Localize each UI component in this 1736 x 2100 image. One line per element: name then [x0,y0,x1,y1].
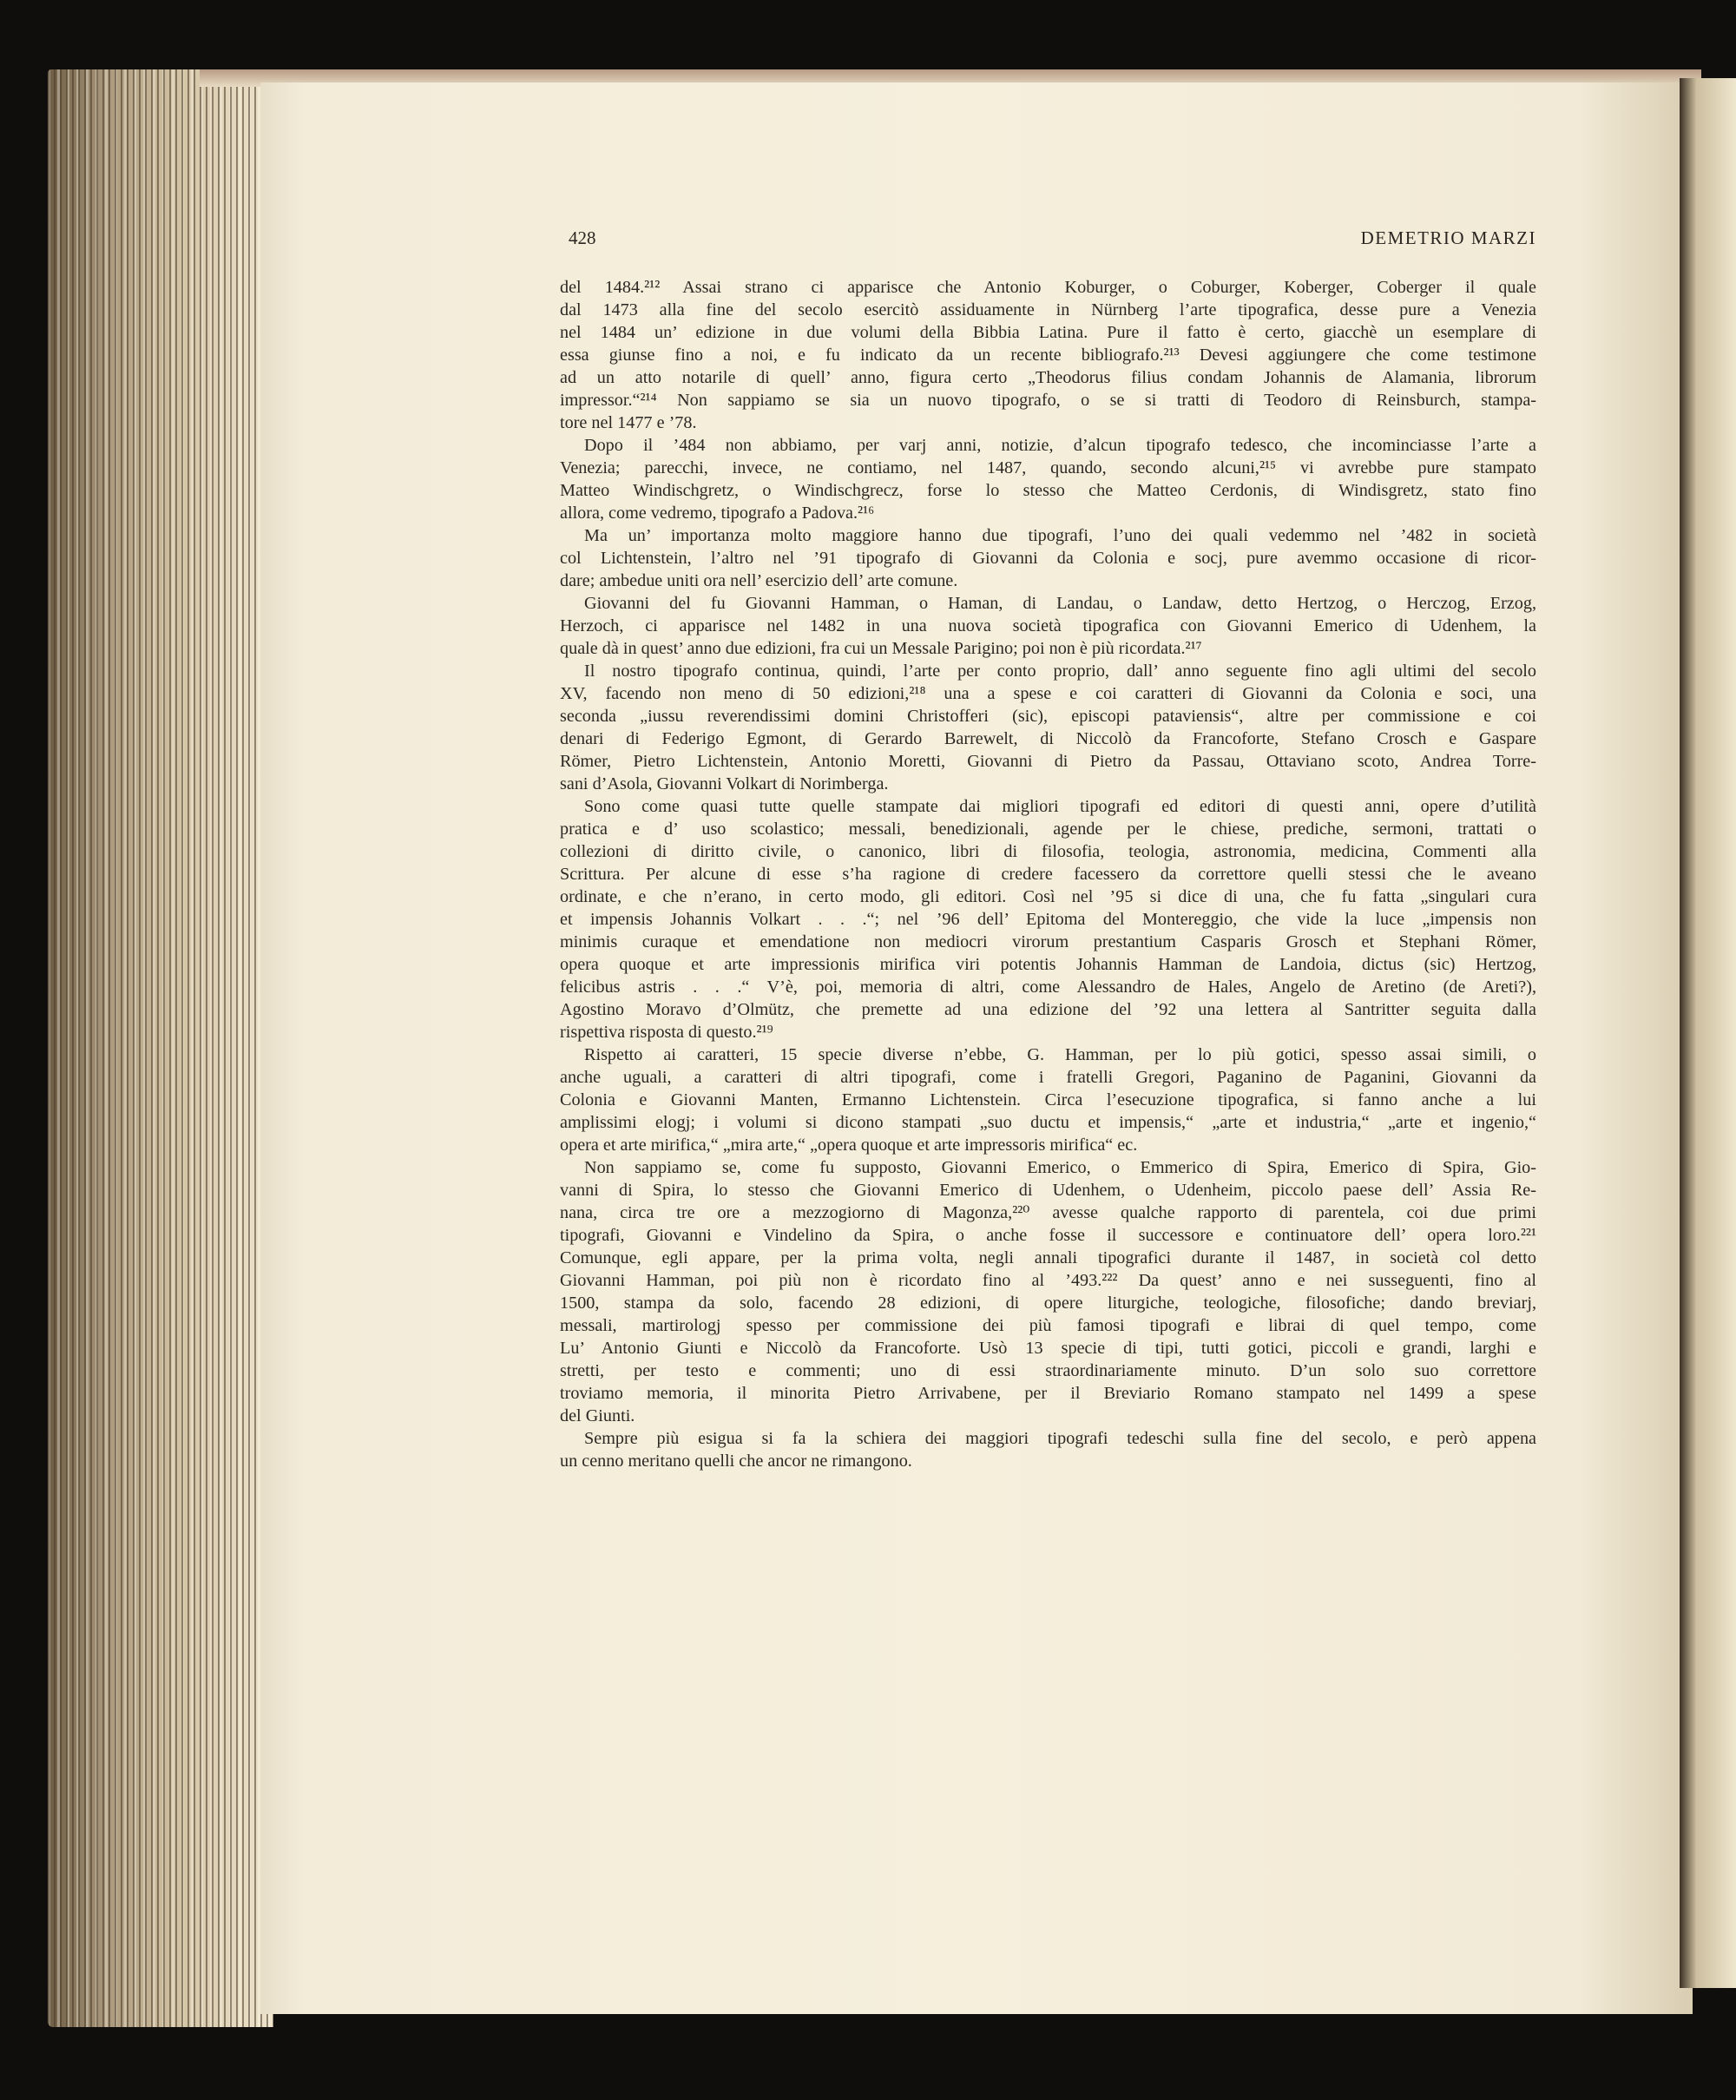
facing-page-edge [1680,78,1736,1988]
text-line: troviamo memoria, il minorita Pietro Arrivabene, per il Breviario Romano stampato nel 1499 a spese [560,1384,1536,1403]
text-line: essa giunse fino a noi, e fu indicato da un recente bibliografo.²¹³ Devesi aggiungere che come testimone [560,346,1536,365]
text-line: Non sappiamo se, come fu supposto, Giovanni Emerico, o Emmerico di Spira, Emerico di Spira, Gio- [584,1158,1536,1177]
running-head: DEMETRIO MARZI [1360,227,1536,248]
text-line: Giovanni Hamman, poi più non è ricordato fino al ’493.²²² Da quest’ anno e nei susseguenti, fino al [560,1271,1536,1290]
text-line: vanni di Spira, lo stesso che Giovanni Emerico di Udenhem, o Udenheim, piccolo paese dell’ Assia Re- [560,1181,1536,1200]
text-line: tipografi, Giovanni e Vindelino da Spira, o anche fosse il successore e continuatore dell’ opera loro.²²¹ [560,1226,1536,1245]
text-line: XV, facendo non meno di 50 edizioni,²¹⁸ una a spese e coi caratteri di Giovanni da Colonia e soci, una [560,684,1536,703]
text-line: Römer, Pietro Lichtenstein, Antonio Moretti, Giovanni di Pietro da Passau, Ottaviano scoto, Andrea Torre- [560,752,1536,771]
text-line: Lu’ Antonio Giunti e Niccolò da Francoforte. Usò 13 specie di tipi, tutti gotici, piccoli e grandi, larghi e [560,1339,1536,1358]
text-line: ordinate, e che n’erano, in certo modo, gli editori. Così nel ’95 si dice di una, che fu fatta „singulari cura [560,887,1536,906]
text-line: Giovanni del fu Giovanni Hamman, o Haman, di Landau, o Landaw, detto Hertzog, o Herczog, Erzog, [584,594,1536,613]
text-line: Il nostro tipografo continua, quindi, l’arte per conto proprio, dall’ anno seguente fino agli ultimi del secolo [584,662,1536,681]
text-line: Ma un’ importanza molto maggiore hanno due tipografi, l’uno dei quali vedemmo nel ’482 in società [584,526,1536,545]
text-line: et impensis Johannis Volkart . . .“; nel ’96 dell’ Epitoma del Montereggio, che vide la luce „impensis non [560,910,1536,929]
text-line: del 1484.²¹² Assai strano ci apparisce che Antonio Koburger, o Coburger, Koberger, Coberger il quale [560,278,1536,297]
text-line: pratica e d’ uso scolastico; messali, benedizionali, agende per le chiese, prediche, sermoni, trattati o [560,820,1536,839]
text-line: sani d’Asola, Giovanni Volkart di Norimberga. [560,774,889,793]
text-line: ad un atto notarile di quell’ anno, figura certo „Theodorus filius condam Johannis de Alamania, librorum [560,368,1536,387]
text-line: tore nel 1477 e ’78. [560,413,697,432]
text-line: opera et arte mirifica,“ „mira arte,“ „opera quoque et arte impressoris mirifica“ ec. [560,1136,1138,1155]
text-line: del Giunti. [560,1406,635,1425]
text-line: impressor.“²¹⁴ Non sappiamo se sia un nuovo tipografo, o se si tratti di Teodoro di Reinsburch, stampa- [560,391,1536,410]
text-line: stretti, per testo e commenti; uno di essi straordinariamente minuto. D’un solo suo correttore [560,1361,1536,1380]
text-line: felicibus astris . . .“ V’è, poi, memoria di altri, come Alessandro de Hales, Angelo de Aretino (de Areti?), [560,978,1536,997]
text-line: quale dà in quest’ anno due edizioni, fra cui un Messale Parigino; poi non è più ricordata.²¹⁷ [560,639,1202,658]
text-line: minimis curaque et emendatione non mediocri virorum prestantium Casparis Grosch et Stephani Römer, [560,932,1536,951]
text-line: Agostino Moravo d’Olmütz, che premette ad una edizione del ’92 una lettera al Santritter seguita dalla [560,1000,1536,1019]
text-line: un cenno meritano quelli che ancor ne rimangono. [560,1452,912,1471]
text-line: Venezia; parecchi, invece, ne contiamo, nel 1487, quando, secondo alcuni,²¹⁵ vi avrebbe pure stampato [560,458,1536,477]
text-line: anche uguali, a caratteri di altri tipografi, come i fratelli Gregori, Paganino de Paganini, Giovanni da [560,1068,1536,1087]
text-line: seconda „iussu reverendissimi domini Christofferi (sic), episcopi pataviensis“, altre per commissione e coi [560,707,1536,726]
page-number: 428 [569,227,596,248]
text-line: Matteo Windischgretz, o Windischgrecz, forse lo stesso che Matteo Cerdonis, di Windisgretz, stato fino [560,481,1536,500]
page-header [569,227,1536,257]
text-line: nel 1484 un’ edizione in due volumi della Bibbia Latina. Pure il fatto è certo, giacchè un esemplare di [560,323,1536,342]
text-line: 1500, stampa da solo, facendo 28 edizioni, di opere liturgiche, teologiche, filosofiche; dando breviarj, [560,1294,1536,1313]
text-line: opera quoque et arte impressionis mirifica viri potentis Johannis Hamman de Landoia, dictus (sic) Hertzog, [560,955,1536,974]
text-line: nana, circa tre ore a mezzogiorno di Magonza,²²⁰ avesse qualche rapporto di parentela, coi due primi [560,1203,1536,1222]
book-page-edges [48,69,273,2027]
text-line: Herzoch, ci apparisce nel 1482 in una nuova società tipografica con Giovanni Emerico di Udenhem, la [560,616,1536,635]
text-line: Scrittura. Per alcune di esse s’ha ragione di credere facessero da correttore quelli stessi che le aveano [560,865,1536,884]
text-line: denari di Federigo Egmont, di Gerardo Barrewelt, di Niccolò da Francoforte, Stefano Crosch e Gaspare [560,729,1536,748]
text-line: Sono come quasi tutte quelle stampate dai migliori tipografi ed editori di questi anni, opere d’utilità [584,797,1536,816]
text-line: Dopo il ’484 non abbiamo, per varj anni, notizie, d’alcun tipografo tedesco, che incominciasse l’arte a [584,436,1536,455]
text-line: collezioni di diritto civile, o canonico, libri di filosofia, teologia, astronomia, medicina, Commenti alla [560,842,1536,861]
text-line: rispettiva risposta di questo.²¹⁹ [560,1023,773,1042]
text-line: Colonia e Giovanni Manten, Ermanno Lichtenstein. Circa l’esecuzione tipografica, si fanno anche a lui [560,1090,1536,1109]
text-line: dare; ambedue uniti ora nell’ esercizio dell’ arte comune. [560,571,958,590]
text-line: dal 1473 alla fine del secolo esercitò assiduamente in Nürnberg l’arte tipografica, desse pure a Venezia [560,300,1536,319]
body-text [560,276,1536,1472]
text-line: Comunque, egli appare, per la prima volta, negli annali tipografici durante il 1487, in società col detto [560,1248,1536,1267]
text-line: Sempre più esigua si fa la schiera dei maggiori tipografi tedeschi sulla fine del secolo, e però appena [584,1429,1536,1448]
text-line: Rispetto ai caratteri, 15 specie diverse n’ebbe, G. Hamman, per lo più gotici, spesso assai simili, o [584,1045,1536,1064]
text-line: amplissimi elogj; i volumi si dicono stampati „suo ductu et impensis,“ „arte et industria,“ „arte et ingenio,“ [560,1113,1536,1132]
text-line: messali, martirologj spesso per commissione dei più famosi tipografi e librai di quel tempo, come [560,1316,1536,1335]
text-line: allora, come vedremo, tipografo a Padova.²¹⁶ [560,504,875,523]
text-line: col Lichtenstein, l’altro nel ’91 tipografo di Giovanni da Colonia e socj, pure avemmo occasione di ricor- [560,549,1536,568]
